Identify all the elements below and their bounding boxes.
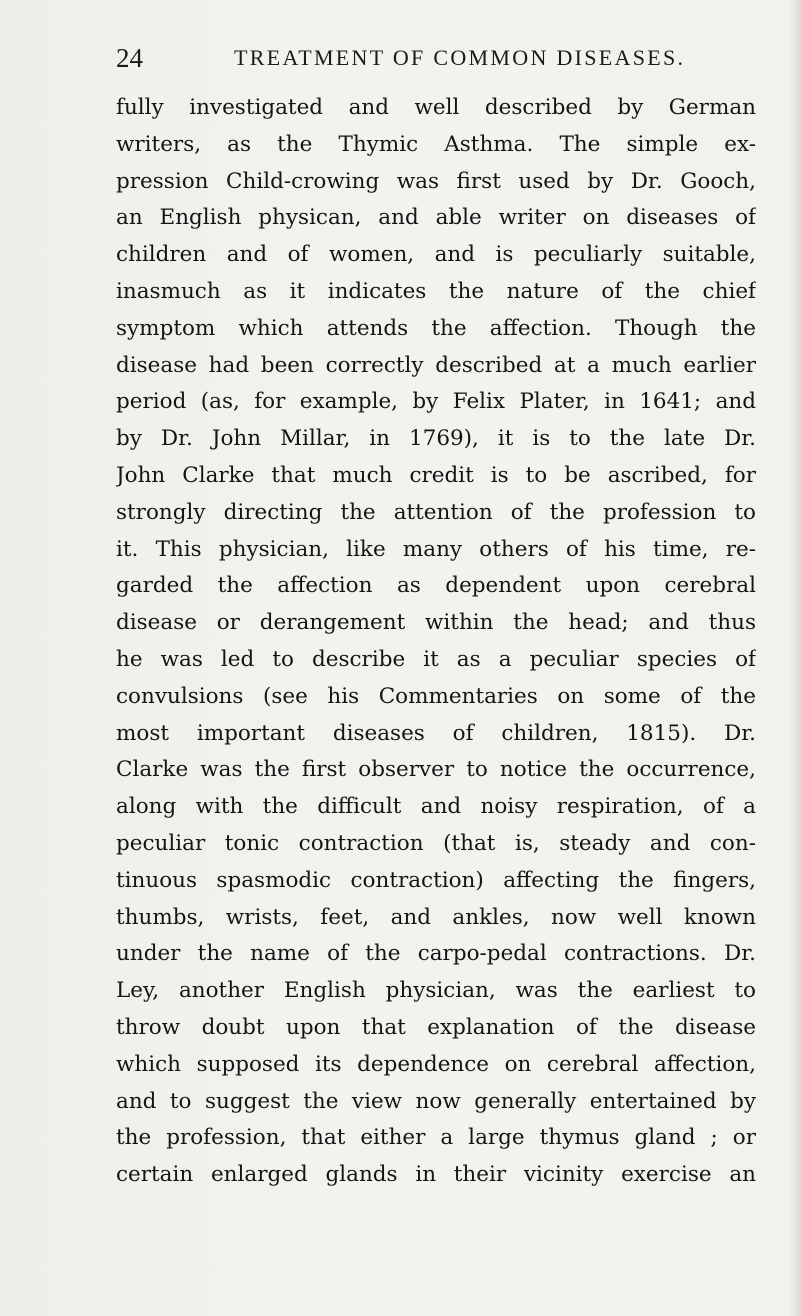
text-line: and to suggest the view now generally entertained by xyxy=(116,1088,756,1114)
running-head: TREATMENT OF COMMON DISEASES. xyxy=(234,45,686,70)
text-line: an English physican, and able writer on diseases of xyxy=(116,205,756,231)
text-line: John Clarke that much credit is to be ascribed, for xyxy=(116,462,756,488)
text-line: peculiar tonic contraction (that is, steady and con- xyxy=(116,830,756,856)
text-line: which supposed its dependence on cerebral affection, xyxy=(116,1051,756,1077)
text-line: disease or derangement within the head; and thus xyxy=(116,610,756,636)
text-line: Clarke was the first observer to notice the occurrence, xyxy=(116,757,756,783)
text-line: disease had been correctly described at a much earlier xyxy=(116,352,756,378)
text-line: tinuous spasmodic contraction) affecting the fingers, xyxy=(116,867,756,893)
text-line: Ley, another English physician, was the earliest to xyxy=(116,978,756,1004)
text-line: he was led to describe it as a peculiar species of xyxy=(116,646,756,672)
text-line: throw doubt upon that explanation of the disease xyxy=(116,1014,756,1040)
text-line: thumbs, wrists, feet, and ankles, now well known xyxy=(116,904,756,930)
text-line: strongly directing the attention of the profession to xyxy=(116,499,756,525)
text-line: under the name of the carpo-pedal contractions. Dr. xyxy=(116,941,756,967)
page-edge-shadow xyxy=(787,0,801,1316)
text-line: pression Child-crowing was first used by Dr. Gooch, xyxy=(116,168,756,194)
text-line: garded the affection as dependent upon cerebral xyxy=(116,573,756,599)
body-text xyxy=(116,90,756,1194)
text-line: by Dr. John Millar, in 1769), it is to the late Dr. xyxy=(116,426,756,452)
page-header xyxy=(116,38,756,78)
text-line: the profession, that either a large thymus gland ; or xyxy=(116,1125,756,1151)
text-line: period (as, for example, by Felix Plater, in 1641; and xyxy=(116,389,756,415)
text-line: it. This physician, like many others of his time, re- xyxy=(116,536,756,562)
text-line: certain enlarged glands in their vicinity exercise an xyxy=(116,1162,756,1188)
text-line: writers, as the Thymic Asthma. The simple ex- xyxy=(116,131,756,157)
text-line: fully investigated and well described by German xyxy=(116,95,756,120)
page-number: 24 xyxy=(116,43,143,73)
text-line: inasmuch as it indicates the nature of the chief xyxy=(116,278,756,304)
text-line: along with the difficult and noisy respiration, of a xyxy=(116,794,756,820)
text-line: children and of women, and is peculiarly suitable, xyxy=(116,242,756,268)
text-line: symptom which attends the affection. Though the xyxy=(116,315,756,341)
text-line: most important diseases of children, 1815). Dr. xyxy=(116,720,756,746)
text-line: convulsions (see his Commentaries on some of the xyxy=(116,683,756,709)
